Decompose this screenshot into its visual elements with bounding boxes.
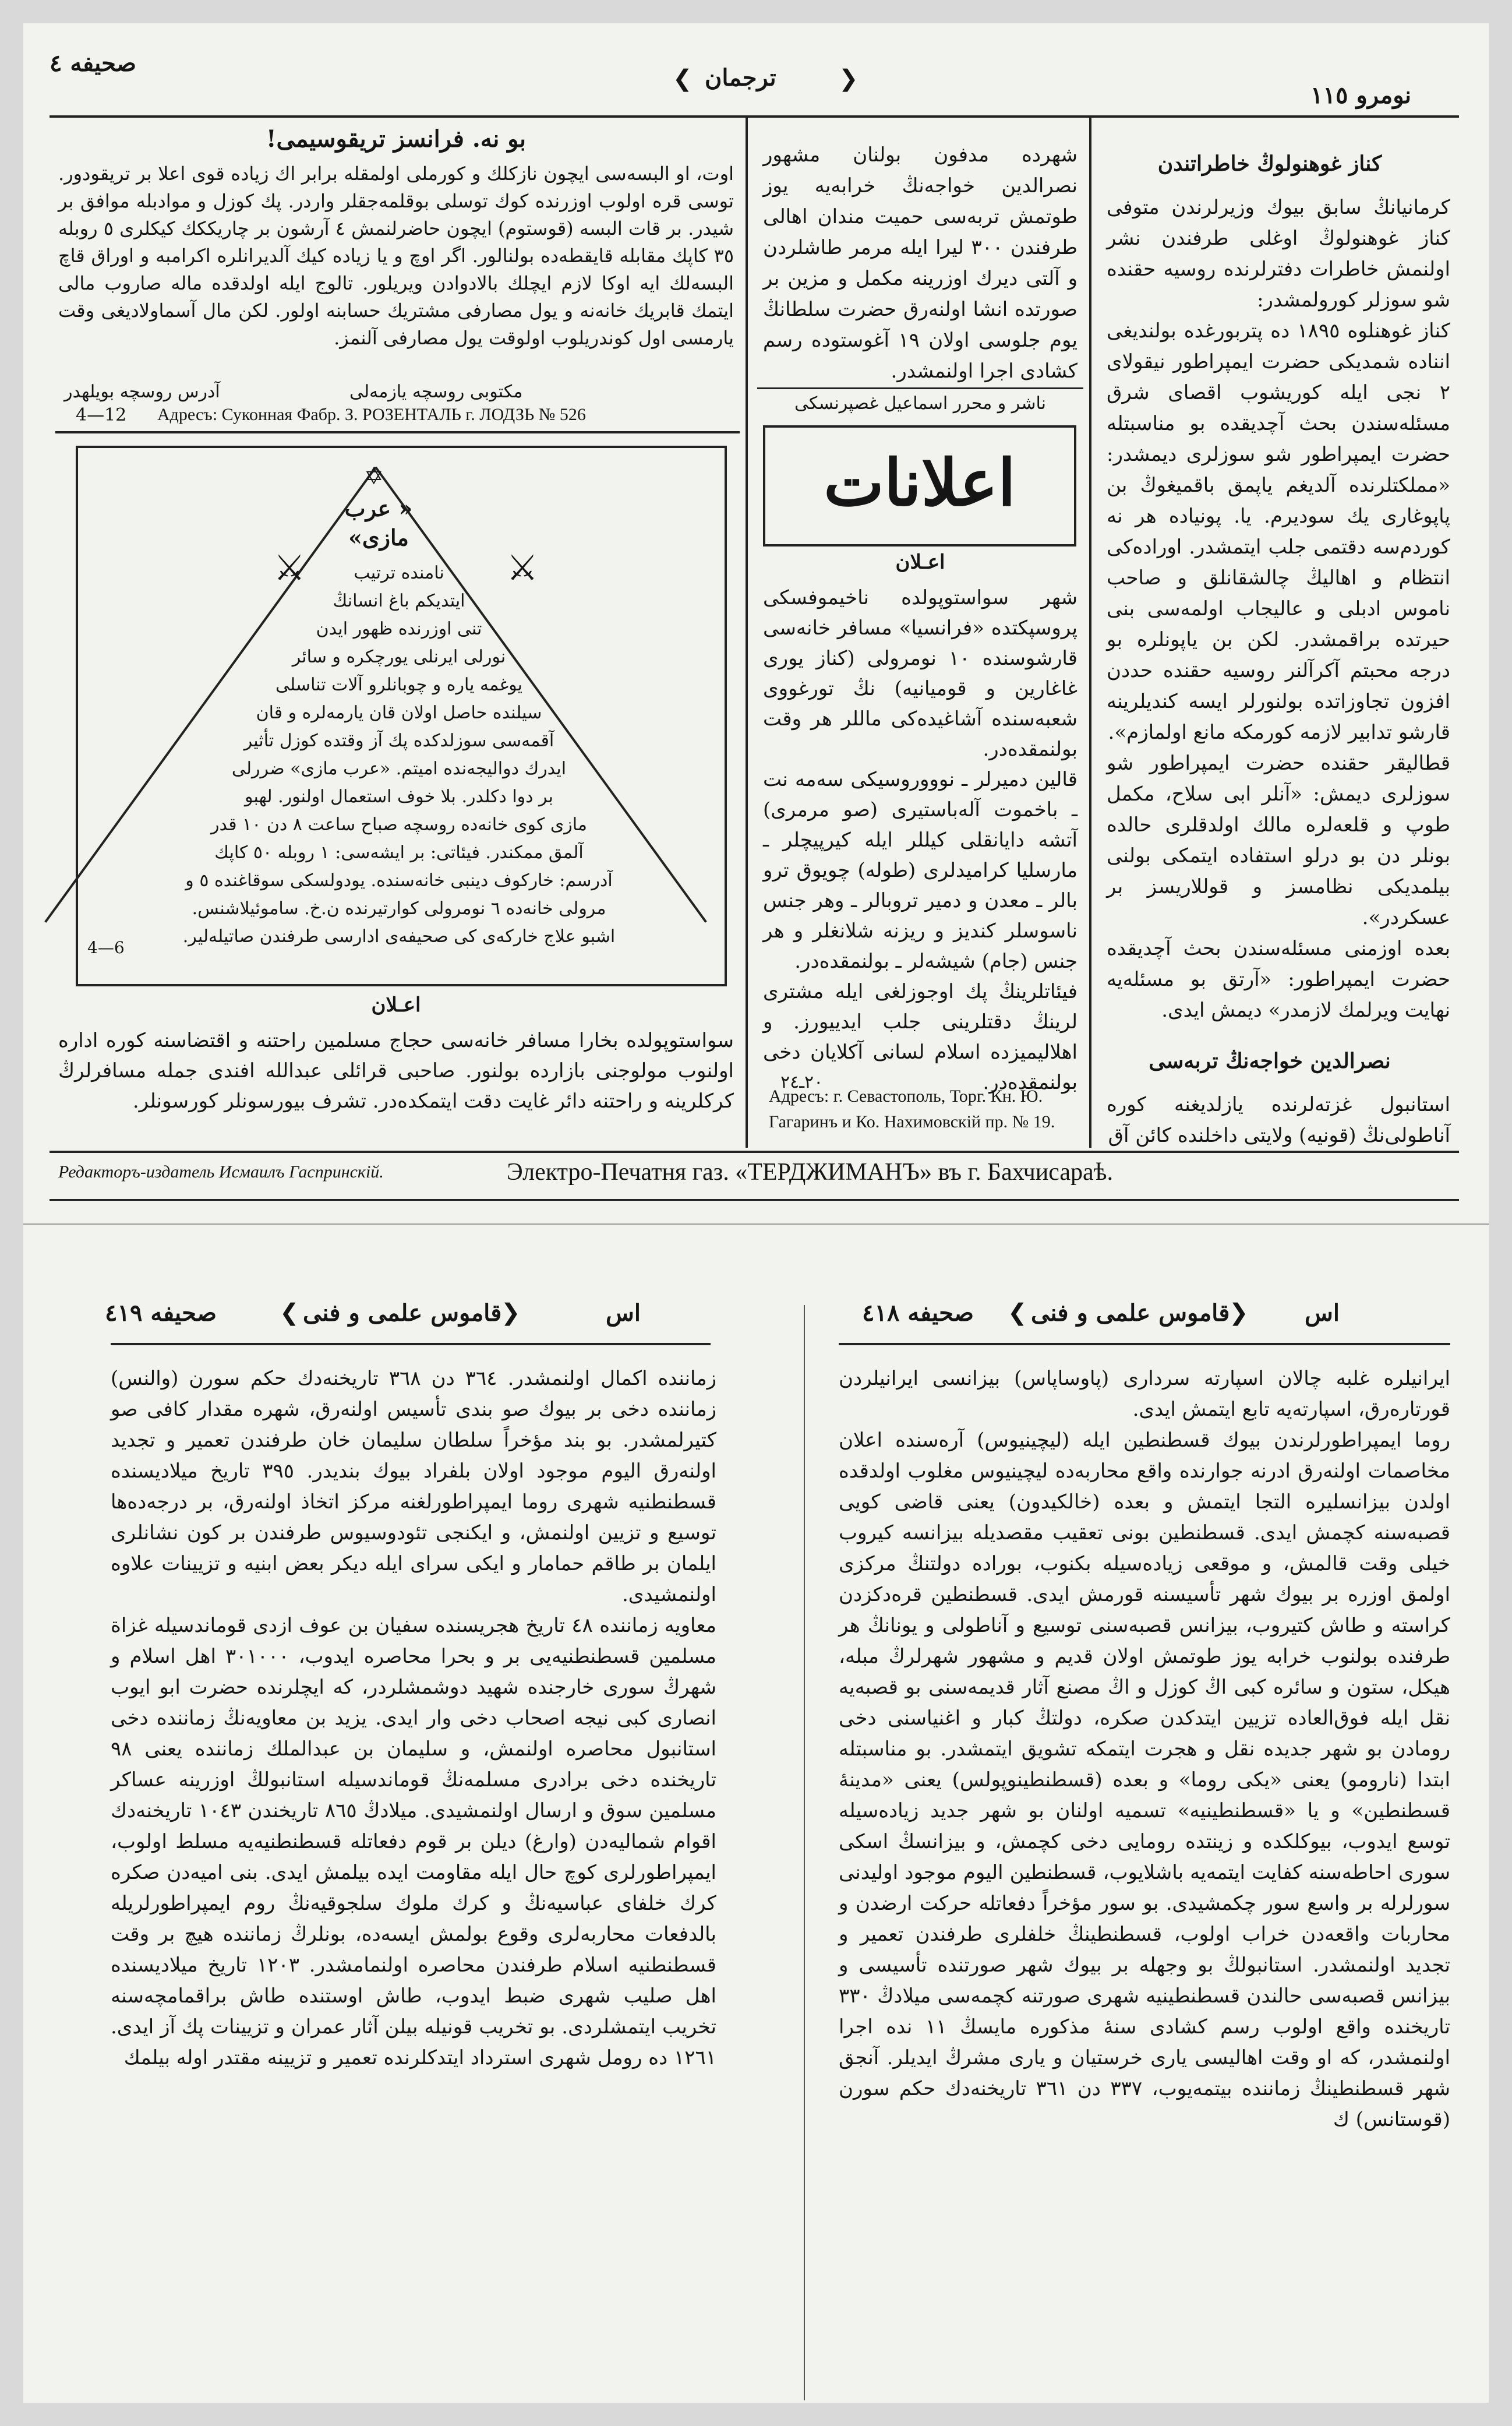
pyramid-title-1: « عرب [344,495,413,521]
left-col-note: مكتوبى روسچه يازمه‌لى [349,382,523,402]
right-col-title-1: كناز غوهنولوڭ خاطراتندن [1157,151,1382,176]
bl-header-letter: اس [606,1299,641,1327]
bl-ornament-right-icon: ❯ [501,1299,521,1326]
br-header-rule [839,1343,1450,1345]
right-col-title-2: نصرالدين خواجه‌نڭ تربه‌سى [1149,1049,1391,1073]
br-header-page: صحيفه ٤١٨ [862,1299,974,1327]
bl-header-rule [111,1343,711,1345]
bl-header-title: قاموس علمى و فنى [303,1299,502,1327]
left-col-article: اوت، او البسه‌سى ايچون نازكلك و كورملى اولمقله برابر اك زياده قوى اعلا بر تريقودور. توسى قره اولوب اوزرنده كوك توسلى بوقلمه‌جقلر واردر. پك كوزل و موادبله موافق بر شيدر. بر قات البسه (قوستوم) ايچون حاضرلنمش ٤ آرشون بر چاريككك كيكلرى ٥ روبله ٣٥ كاپك مقابله قايقطه‌ده بولنالور. اگر اوچ و يا زياده كيك آلديرانلره اكرامبه و اوراق قاچ البسه‌لك ايه اوكا لازم ايچلك بالادوادن ويريلور. تالوج ايله اولدقده ماله صاروب مالى ايتمك قابريك خانه‌نه و يول مصارفى مشتريك حسابنه اولور. لكن مال آسماولاديغى وقت يارمسى اول كوندريلوب اولوقت يول مصارفى آلنمز. [58,163,734,349]
dagger-right-icon: ⚔ [507,548,538,588]
br-header-title: قاموس علمى و فنى [1031,1299,1230,1327]
ad-label: اعـلان [895,551,945,574]
left-col-date: 4—12 [76,405,127,425]
middle-col-rule [757,387,1083,389]
br-header-letter: اس [1305,1299,1340,1327]
right-col-article-1: كرمانيانڭ سابق بيوك وزيرلرندن متوفى كناز غوهنولوڭ اوغلى طرفندن نشر اولنمش خاطرات دفترلرنده روسيه حقنده شو سوزلر كورولمشدر: كناز غوهنلوه ١٨٩٥ ده پتربورغده بولنديغى انناده شمديكى حضرت ايمپراطور نيقولاى ٢ نجى ايله كوريشوب اقصاى شرق مسئله‌سندن بحث آچديقده بو مناسبتله حضرت ايمپراطور شو سوزلرى ديمشدر: «مملكتلرنده آلديغم ياپمق باقميغوڭ بن پاپوغارى يك سوديرم. يا. پونياده هر نه كوردم‌سه دقتمى جلب ايتمشدر. اوراده‌كى انتظام و اهاليڭ چالشقانلق و صاحب ناموس ادبلى و عاليجاب اولمه‌سى بنى حيرتده براقمشدر. لكن بن ياپونلره بو درجه محبتم آكرآلنر روسيه حقنده حددن افزون تجاوزاتده بولنورلر ايسه كنديلرينه قارشو تدابير لازمه كورمكه مانع اولمازم». قطاليقر حقنده حضرت ايمپراطور شو سوزلرى ديمش: «آنلر ابى سلاح، مكمل طوپ و قلعه‌لره مالك اولدقلرى حالده بونلر دن بو درلو استفاده ايتمكى بولنى بيلمديكى نظامسز و قوللاريسز بر عسكردر». بعده اوزمنى مسئله‌سندن بحث آچديقده حضرت ايمپراطور: «آرتق بو مسئله‌يه نهايت ويرلمك لازمدر» ديمش ايدى. [1107,196,1450,1022]
middle-col-article: شهرده مدفون بولنان مشهور نصرالدين خواجه‌نڭ خرابه‌يه يوز طوتمش تربه‌سى حميت مندان اهالى طرفندن ٣٠٠ ليرا ايله مرمر طاشلردن و آلتى ديرك اوزرينه مكمل و مزين بر صورتده انشا اولنه‌رق حضرت سلطانڭ يوم جلوسى اولان ١٩ آغوستوده رسم كشادى اجرا اولنمشدر. [763,143,1078,383]
header-page-number-left: صحيفه ٤ [50,50,136,77]
pyramid-title-2: مازى» [348,524,409,551]
imprint-printer: Электро-Печатня газ. «ТЕРДЖИМАНЪ» въ г. Бахчисараѣ. [507,1159,1113,1186]
scan-divider [23,1223,1489,1225]
left-col-rule [55,431,740,433]
dagger-left-icon: ⚔ [274,548,305,588]
bl-body: زماننده اكمال اولنمشدر. ٣٦٤ دن ٣٦٨ تاريخنه‌دك حكم سورن (والنس) زماننده دخى بر بيوك صو بندى تأسيس اولنه‌رق، شهره مقدار كافى صو كتيرلمشدر. بو بند مؤخراً سلطان سليمان خان طرفندن تعمير و تجديد اولنه‌رق اليوم موجود اولان بلفراد بيوك بنديدر. ٣٩٥ تاريخ ميلاديسنده قسطنطنيه شهرى روما ايمپراطورلغنه مركز اتخاذ اولنه‌رق، بر درجه‌ده‌ها توسيع و تزيين اولنمش، و ايكنجى تئودوسيوس طرفندن بر كون نشانلرى ايلمان بر طاقم حمامار و ايكى سراى ايله ديكر بعض ابنيه و تزيينات علاوه اولنمشيدى. معاويه زماننده ٤٨ تاريخ هجريسنده سفيان بن عوف ازدى قوماندسيله غزاة مسلمين قسطنطنيه‌يى بر و بحرا محاصره ايدوب، ٣٠١٠٠٠ اهل اسلام و شهرڭ سورى خارجنده شهيد دوشمشلردر، كه ايچلرنده حضرت ابو ايوب انصارى كبى نيجه اصحاب دخى وار ايدى. يزيد بن معاويه‌نڭ زماننده دخى استانبول محاصره اولنمش، و سليمان بن عبدالملك زماننده يعنى ٩٨ تاريخنده دخى برادرى مسلمه‌نڭ قوماندسيله استانبولڭ اوزرينه عساكر مسلمين سوق و ارسال اولنمشيدى. ميلادڭ ٨٦٥ تاريخندن ١٠٤٣ تاريخنه‌دك اقوام شماليه‌دن (وارغ) ديلن بر قوم دفعاتله قسطنطنيه‌يه مسلط اولوب، ايمپراطورلرى كوچ حال ايله مقاومت ايده بيلمش ايدى. بنى اميه‌دن صكره كرك خلفاى عباسيه‌نڭ و كرك ملوك سلجوقيه‌نڭ روم ايمپراطورلريله بالدفعات محاربه‌لرى وقوع بولمش ايسه‌ده، بونلرڭ زماننده هيچ بر وقت قسطنطنيه اسلام طرفندن محاصره اولنمامشدر. ١٢٠٣ تاريخ ميلاديسنده اهل صليب شهرى ضبط ايدوب، طاش اوستنده طاش براقمامچه‌سنه تخريب ايتمشلردى. بو تخريب قونيله بيلن آثار عمران و تزيينات پك آز ايدى. ١٢٦١ ده رومل شهرى استرداد ايتدكلرنده تعمير و تزيينه مقتدر اوله بيلمك [111,1367,717,2069]
bl-header-page: صحيفه ٤١٩ [105,1299,217,1327]
header-issue-number: نومرو ١١٥ [1310,82,1411,109]
ad-date: ٢٠ـ٢٤ [780,1072,824,1092]
imprint-editor: Редакторъ-издатель Исмаилъ Гаспринскій. [58,1162,384,1182]
br-ornament-left-icon: ❮ [1008,1299,1027,1326]
publisher-line: ناشر و محرر اسماعيل غصپرنسكى [794,393,1046,414]
masthead-ornament-right-icon: ❯ [839,65,859,92]
column-separator-2 [1089,117,1091,1148]
left-col-title: بو نه. فرانسز تريقوسيمى! [266,125,527,153]
bl-ornament-left-icon: ❮ [280,1299,299,1326]
imprint-rule-top [50,1151,1459,1153]
ad2-label: اعـلان [371,993,421,1017]
ad-body: شهر سواستوپولده ناخيموفسكى پروسپكتده «فرانسيا» مسافر خانه‌سى قارشوسنده ١٠ نومرولى (كناز يورى غاغارين و قوميانيه) نڭ تورغووى شعبه‌سنده آشاغيده‌كى ماللر هر وقت بولنمقده‌در. قالين دميرلر ـ نووورو‌سيكى سه‌مه نت ـ باخموت آله‌باستيرى (صو مرمرى) آتشه دايانقلى كيللر ايله كيرپيچلر ـ مارسليا كراميدلرى (طوله) چويوق ترو بالر ـ معدن و دمير تروبالر ـ وهر جنس ناسوسلر كنديز و ريزنه شلانغلر و هر جنس (جام) شيشه‌لر ـ بولنمقده‌در. فيئاتلرينڭ پك اوجوزلغى ايله مشترى لرينڭ دقتلرينى جلب ايدييورز. و اهلاليميزده اسلام لسانى آكلايان دخى بولنمقده‌در. [763,586,1078,1094]
br-body: ايرانيلره غلبه چالان اسپارته سردارى (پاوساپاس) بيزانسى ايرانيلردن قورتاره‌رق، اسپارته‌يه تابع ايتمش ايدى. روما ايمپراطورلرندن بيوك قسطنطين ايله (ليچينيوس) آره‌سنده اعلان مخاصمات اولنه‌رق ادرنه جوارنده واقع محاربه‌ده ليچينيوس مغلوب اولدقده اولدن بيزانسليره التجا ايتمش و بعده (خالكيدون) يعنى قاضى كويى قصبه‌سنه كچمش ايدى. قسطنطين بونى تعقيب مقصديله بيزانسه كيروب خيلى وقت قالمش، و موقعى زياده‌سيله بكنوب، بوراده دولتنڭ مركزى اولمق اوزره بر بيوك شهر تأسيسنه قورمش ايدى. قسطنطين قره‌دكزدن كراسته و طاش كتيروب، بيزانس قصبه‌سنى توسيع و آناطولى و يونانڭ هر طرفنده بولنوب خرابه يوز طوتمش اولان قديم و مشهور شهرلرڭ مبله، هيكل، ستون و سائره كبى اڭ كوزل و اڭ مصنع آثار قديمه‌سنى بو قصبه‌يه نقل ايله فوق‌العاده تزيين ايتدكدن صكره، دولتڭ كبار و اغنياسنى دخى رومادن بو شهر جديده نقل و هجرت ايتمكه تشويق ايتمشدر. بو مناسبتله ابتدا (نارومو) يعنى «يكى روما» و بعده (قسطنطينوپولس) يعنى «مدينهٔ قسطنطين» و يا «قسطنطينيه» تسميه اولنان بو شهر جديد زياده‌سيله توسع ايدوب، بيوكلكده و زينتده روما‌يى دخى كچمش، و بيزانسڭ اسكى سورى احاطه‌سنه كفايت ايتمه‌يه باشلايوب، قسطنطين اليوم موجود اوليدنى سورلرله بر واسع سور چكمشيدى. بو سور مؤخراً دفعاتله حركت ارضدن و محاربات واقعه‌دن خراب اولوب، قسطنطينڭ خلفلرى طرفندن تعمير و تجديد اولنمشدر. استانبولڭ بو وجهله بر بيوك شهر صورتنده تأسيسى و بيزانس قصبه‌سى حالندن قسطنطينيه شهرى صورتنه كچمه‌سى ميلادڭ ٣٣٠ تاريخنده واقع اولوب رسم كشادى سنهٔ مذكوره مايسڭ ١١ نده اجرا اولنمشدر، كه او وقت اهاليسى يارى خرستيان و يارى مشرڭ ايديلر. آنجق شهر قسطنطينڭ زماننده بيتمه‌يوب، ٣٣٧ دن ٣٦١ تاريخنه‌دك حكم سورن (قوستانس) ك [839,1367,1450,2131]
page-fold [804,1305,805,2400]
br-ornament-right-icon: ❯ [1229,1299,1249,1326]
header-masthead: ترجمان [705,64,776,91]
ad-address: Адресъ: г. Севастополь, Торг. Кн. Ю. Гагаринъ и Ко. Нахимовскій пр. № 19. [769,1087,1055,1131]
pyramid-body: نامنده ترتيب ايتديكم باغ انسانڭ تنى اوزرنده ظهور ايدن نورلى ايرنلى يورچكره و سائر يوغمه ياره و چوبانلرو آلات تناسلى سيلنده حاصل اولان قان يارمه‌لره و قان آقمه‌سى سوزلدكده پك آز وقتده كوزل تأثير ايدرك دواليجه‌نده اميتم. «عرب مازى» ضررلى بر دوا دكلدر. بلا خوف استعمال اولنور. لهبو مازى كوى خانه‌ده روسچه صباح ساعت ٨ دن ١٠ قدر آلمق ممكندر. فيئاتى: بر ايشه‌سى: ١ روبله ٥٠ كاپك آدرسم: خاركوف دينبى خانه‌سنده. يودولسكى سوقاغنده ٥ و مرولى خانه‌ده ٦ نومرولى كوارتيرنده ن.خ. ساموئيلاشنس. اشبو علاج خاركه‌ى كى صحيفه‌ى ادارسى طرفندن صاتيله‌لير. [182,563,616,947]
ads-banner [763,425,1076,546]
ad2-body: سواستوپولده بخارا مسافر خانه‌سى حجاج مسلمين راحتنه و اقتضاسنه كوره اداره اولنوب مولوجنى بازارده بولنور. صاحبى قرائلى عبدالله افندى جمله مسافرلرڭ كركلرينه و راحتنه دائر غايت دقت ايتمكده‌در. تشرف بيورسونلر كورسونلر. [58,1029,734,1113]
masthead-ornament-left-icon: ❮ [673,65,693,92]
scanned-page [23,23,1489,2403]
left-col-address: Адресъ: Суконная Фабр. З. РОЗЕНТАЛЬ г. ЛОДЗЬ № 526 [157,405,586,424]
left-col-note-2: آدرس روسچه بويلهدر [64,382,220,402]
imprint-rule-bottom [50,1199,1459,1201]
pyramid-date: 4—6 [87,938,125,957]
right-col-article-2: استانبول غزته‌لرنده يازلديغنه كوره آناطولى‌نڭ (قونيه) ولايتى داخلنده كائن آق [1107,1093,1450,1147]
header-rule [50,115,1459,118]
pyramid-star-icon: ✡ [364,463,384,490]
column-separator-1 [746,117,748,1148]
ads-banner-title: اعلانات [824,445,1016,520]
